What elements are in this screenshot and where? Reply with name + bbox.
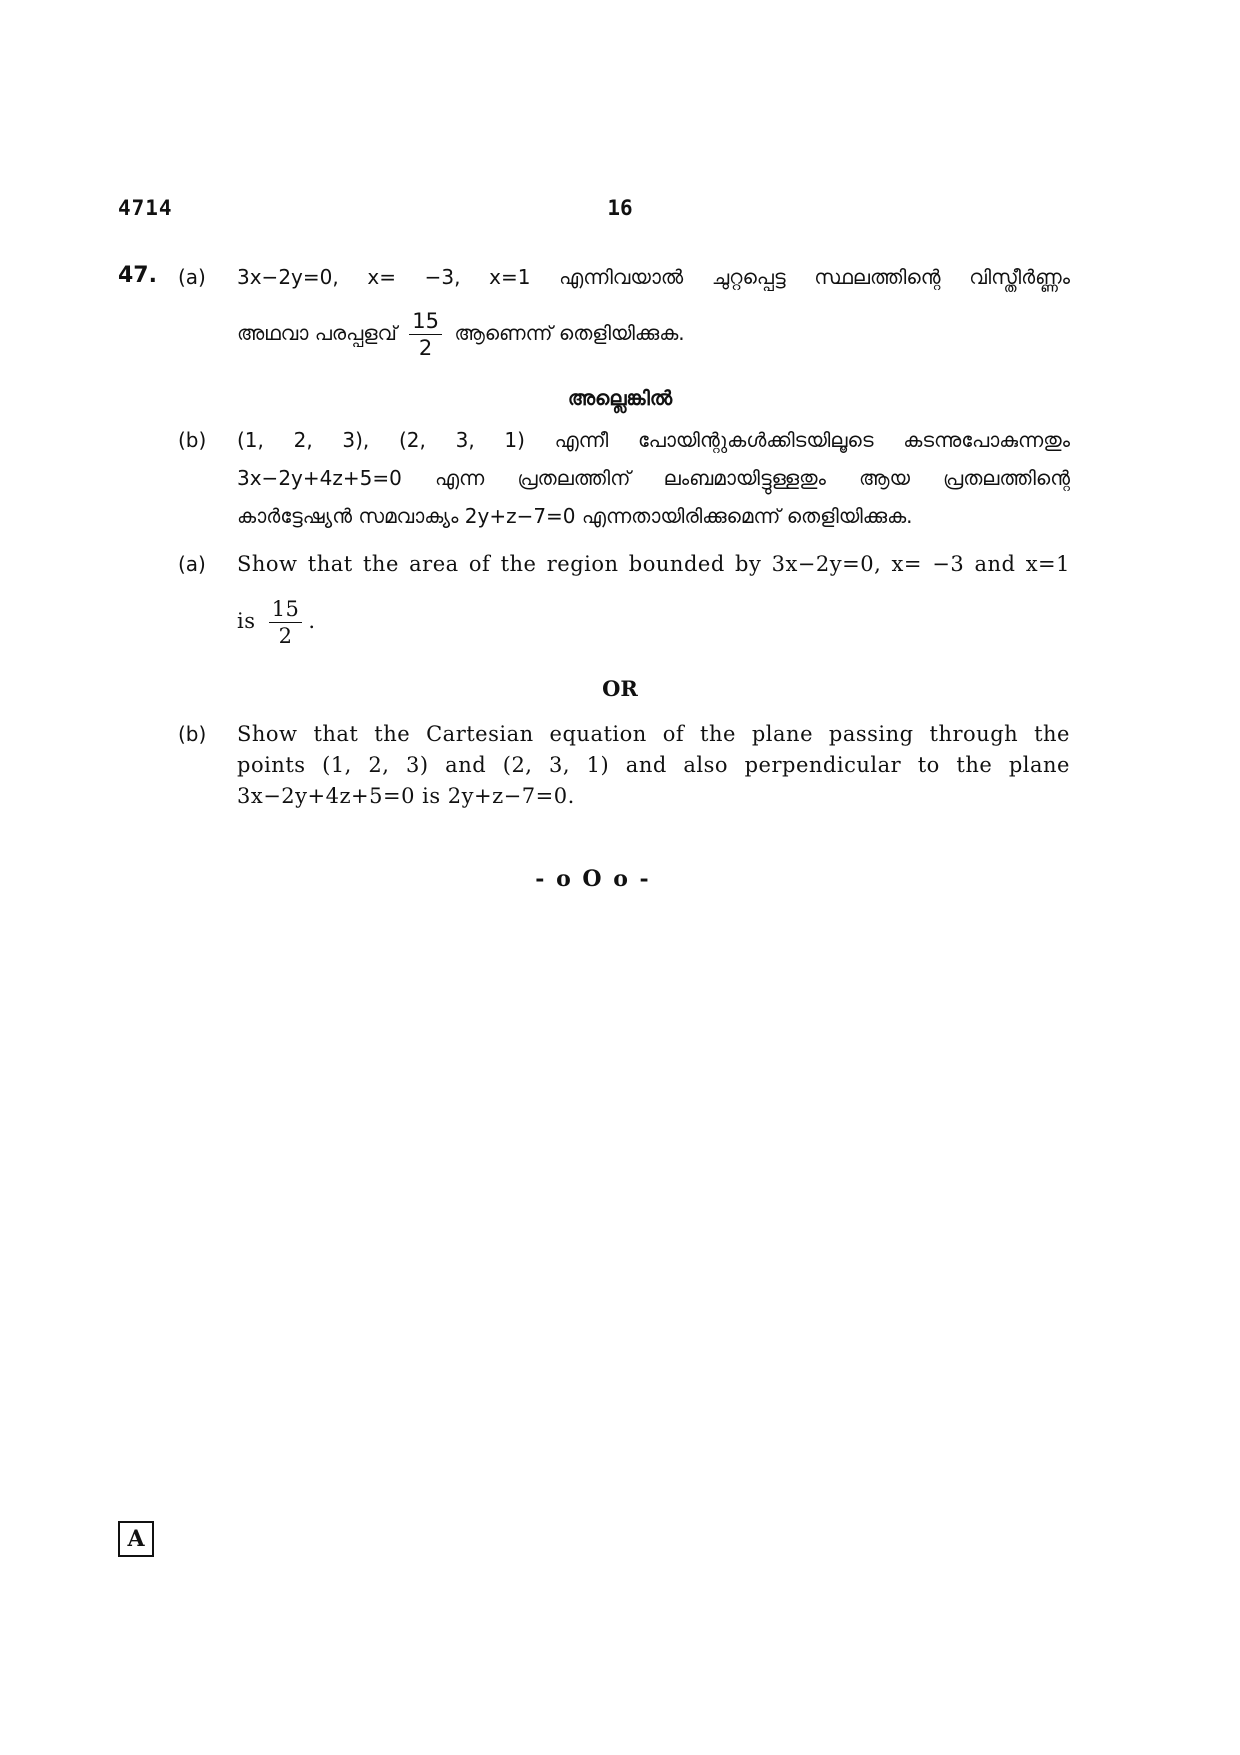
en-b-line3: 3x−2y+4z+5=0 is 2y+z−7=0. [237, 784, 575, 808]
page-code: 4714 [118, 196, 173, 220]
ml-a-line2-pre: അഥവാ പരപ്പളവ് [237, 321, 397, 345]
en-b-line1: Show that the Cartesian equation of the plane passing through the [237, 722, 1070, 746]
en-a-line1: Show that the area of the region bounded by 3x−2y=0, x= −3 and x=1 [237, 552, 1070, 576]
fraction-numerator: 15 [409, 308, 442, 335]
fraction-denominator: 2 [418, 336, 433, 360]
fraction-denominator: 2 [278, 624, 293, 648]
end-mark: - o O o - [535, 866, 651, 892]
ml-b-line3: കാർട്ടേഷ്യൻ സമവാക്യം 2y+z−7=0 എന്നതായിരിക്കുമെന്ന് തെളിയിക്കുക. [237, 504, 913, 528]
ml-a-line1: 3x−2y=0, x= −3, x=1 എന്നിവയാൽ ചുറ്റപ്പെട്ട സ്ഥലത്തിന്റെ വിസ്തീർണ്ണം [237, 265, 1070, 289]
fraction-numerator: 15 [269, 596, 303, 623]
en-a-line2 [237, 596, 1070, 649]
en-a-line2-post: . [308, 609, 316, 633]
question-number: 47. [118, 263, 157, 288]
part-label-en-a: (a) [178, 552, 206, 576]
ml-a-line2-post: ആണെന്ന് തെളിയിക്കുക. [454, 321, 685, 345]
or-heading-malayalam: അല്ലെങ്കിൽ [567, 386, 673, 410]
fraction-15-2-en [269, 596, 303, 649]
or-heading-english: OR [602, 676, 638, 701]
part-label-ml-a: (a) [178, 265, 206, 289]
ml-b-line2: 3x−2y+4z+5=0 എന്ന പ്രതലത്തിന് ലംബമായിട്ടുള്ളതും ആയ പ്രതലത്തിന്റെ [237, 466, 1070, 490]
en-b-line2: points (1, 2, 3) and (2, 3, 1) and also perpendicular to the plane [237, 753, 1070, 777]
fraction-15-2-ml [409, 308, 442, 361]
set-label-box [118, 1521, 154, 1557]
part-label-ml-b: (b) [178, 428, 207, 452]
set-label: A [127, 1526, 145, 1552]
part-label-en-b: (b) [178, 722, 207, 746]
page-number: 16 [607, 196, 633, 220]
en-a-line2-pre: is [237, 609, 256, 633]
ml-b-line1: (1, 2, 3), (2, 3, 1) എന്നീ പോയിന്റുകൾക്കിടയിലൂടെ കടന്നുപോകുന്നതും [237, 428, 1070, 452]
ml-a-line2 [237, 308, 1070, 361]
